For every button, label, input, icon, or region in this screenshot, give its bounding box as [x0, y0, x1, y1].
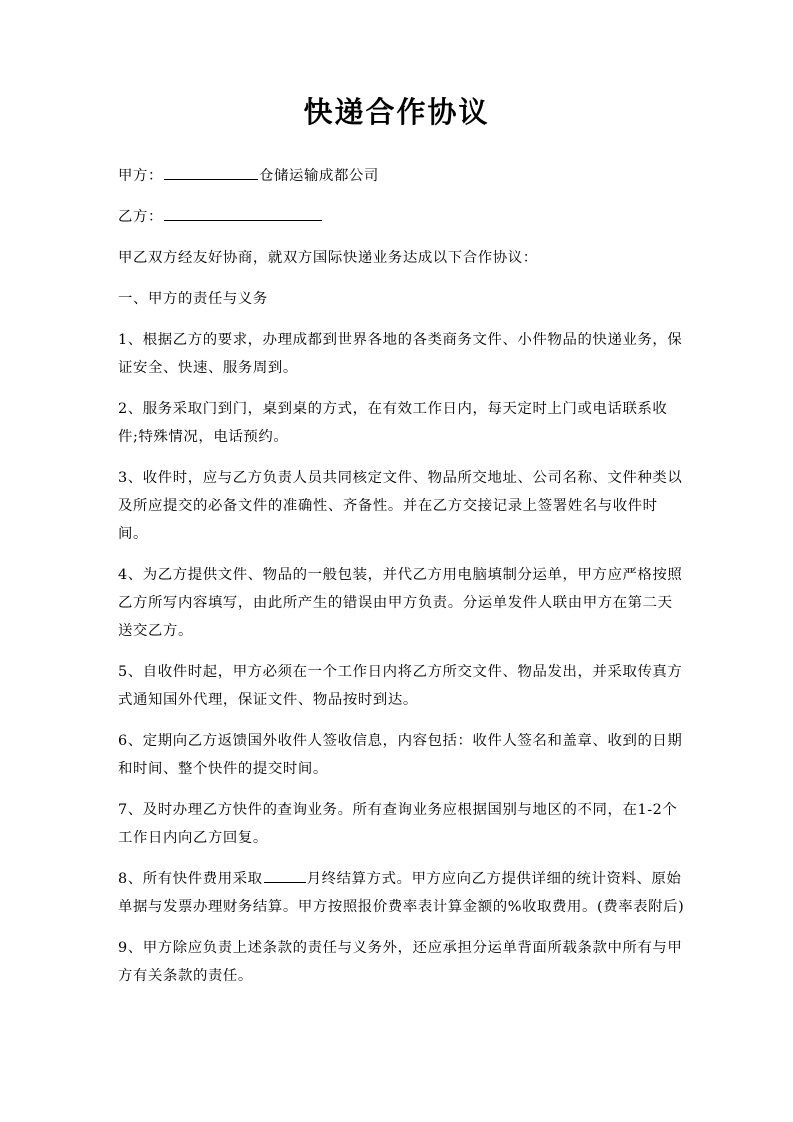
intro-paragraph: 甲乙双方经友好协商，就双方国际快递业务达成以下合作协议： [118, 250, 538, 266]
clause-line: 送交乙方。 [118, 623, 193, 639]
clause-8 [118, 865, 685, 921]
clause-line: 及所应提交的必备文件的准确性、齐备性。并在乙方交接记录上签署姓名与收件时 [118, 498, 658, 514]
clause-line: 3、收件时，应与乙方负责人员共同核定文件、物品所交地址、公司名称、文件种类以 [118, 470, 683, 486]
document-title: 快递合作协议 [303, 95, 490, 129]
clause-line: 7、及时办理乙方快件的查询业务。所有查询业务应根据国别与地区的不同，在1-2个 [118, 802, 678, 818]
clause-6 [118, 727, 683, 783]
clause-line: 2、服务采取门到门，桌到桌的方式，在有效工作日内，每天定时上门或电话联系收 [118, 401, 668, 417]
party-a-label: 甲方： [118, 168, 163, 184]
clause-7 [118, 796, 678, 852]
clause-line: 间。 [118, 526, 148, 542]
clause-2 [118, 395, 678, 451]
clause-line: 件;特殊情况，电话预约。 [118, 429, 289, 445]
clause-line: 5、自收件时起，甲方必须在一个工作日内将乙方所交文件、物品发出，并采取传真方 [118, 664, 683, 680]
clause-line [118, 865, 682, 893]
clause-line: 6、定期向乙方返馈国外收件人签收信息，内容包括：收件人签名和盖章、收到的日期 [118, 733, 683, 749]
party-b-label: 乙方： [118, 209, 163, 225]
clause-line: 工作日内向乙方回复。 [118, 830, 268, 846]
clause-line: 9、甲方除应负责上述条款的责任与义务外，还应承担分运单背面所载条款中所有与甲 [118, 940, 683, 956]
clause-1 [118, 326, 683, 382]
party-a-name: 仓储运输成都公司 [258, 168, 379, 184]
clause-9 [118, 934, 683, 990]
settlement-blank [264, 866, 306, 883]
clause-8-text-before: 8、所有快件费用采取 [118, 871, 263, 887]
party-a-line [118, 162, 678, 190]
clause-line: 4、为乙方提供文件、物品的一般包装，并代乙方用电脑填制分运单，甲方应严格按照 [118, 567, 683, 583]
party-b-line [118, 203, 678, 231]
clause-line: 证安全、快速、服务周到。 [118, 360, 298, 376]
party-a-blank [164, 163, 258, 180]
clause-line: 式通知国外代理，保证文件、物品按时到达。 [118, 692, 418, 708]
document-body [118, 162, 685, 990]
clause-8-text-after: 月终结算方式。甲方应向乙方提供详细的统计资料、原始 [306, 871, 682, 887]
clause-4 [118, 561, 683, 645]
clause-line: 1、根据乙方的要求，办理成都到世界各地的各类商务文件、小件物品的快递业务，保 [118, 332, 683, 348]
clause-5 [118, 658, 683, 714]
clause-line: 乙方所写内容填写，由此所产生的错误由甲方负责。分运单发件人联由甲方在第二天 [118, 595, 673, 611]
clause-3 [118, 464, 683, 548]
section-heading: 一、甲方的责任与义务 [118, 291, 268, 307]
clause-line: 单据与发票办理财务结算。甲方按照报价费率表计算金额的%收取费用。(费率表附后) [118, 899, 685, 915]
clause-line: 和时间、整个快件的提交时间。 [118, 761, 328, 777]
party-b-blank [164, 204, 322, 221]
clause-line: 方有关条款的责任。 [118, 968, 253, 984]
